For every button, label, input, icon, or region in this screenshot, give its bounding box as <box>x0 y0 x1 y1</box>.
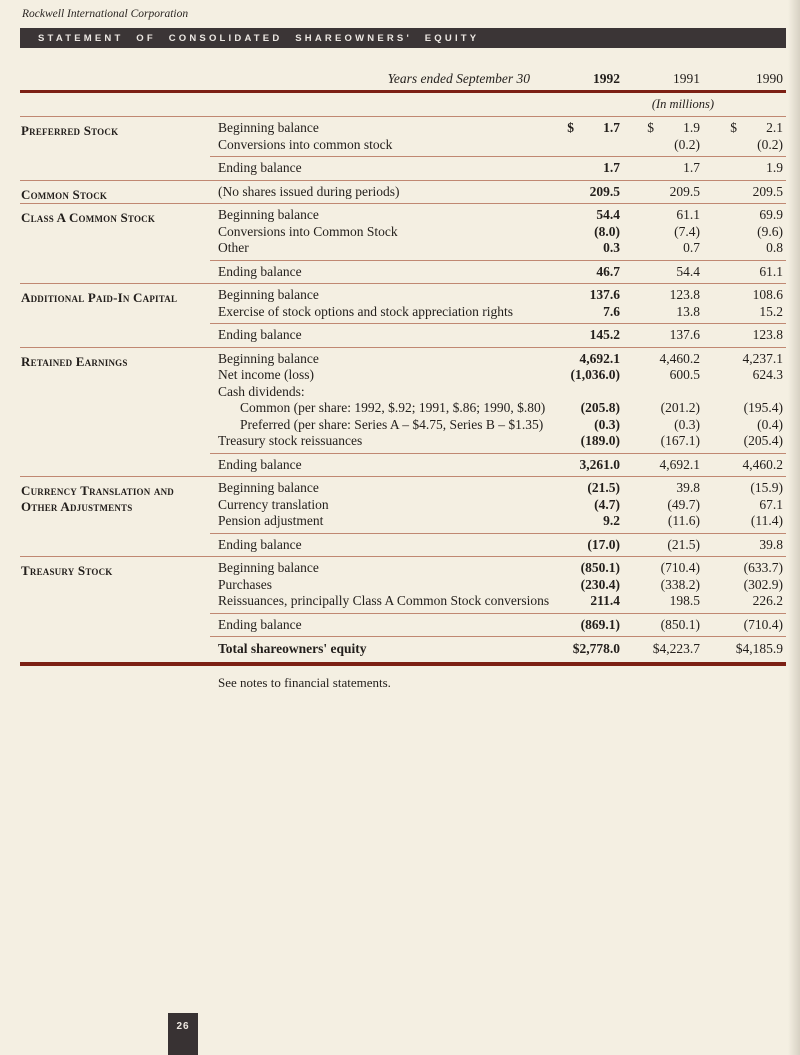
value-cell-1991 <box>620 287 700 304</box>
section-label <box>20 204 210 283</box>
row-group <box>210 181 786 204</box>
amount-1992: 9.2 <box>603 513 620 528</box>
table-row <box>210 304 786 321</box>
amount-1990: (710.4) <box>743 616 783 632</box>
total-row <box>210 636 786 662</box>
value-cell-1992 <box>550 617 620 634</box>
amount-1991: 198.5 <box>669 593 700 608</box>
amount-1990: (195.4) <box>743 400 783 415</box>
value-cell-1992 <box>550 577 620 594</box>
table-row <box>210 577 786 594</box>
value-cell-1992 <box>550 537 620 554</box>
amount-1992: (1,036.0) <box>570 367 620 382</box>
row-description: Ending balance <box>218 536 302 552</box>
table-row <box>210 224 786 241</box>
page-number: 26 <box>176 1021 190 1032</box>
value-cell-1992 <box>550 480 620 497</box>
amount-1990: 69.9 <box>759 207 783 222</box>
row-description: Other <box>218 240 249 255</box>
amount-1991: 54.4 <box>676 263 700 279</box>
year-column-1991: 1991 <box>673 71 700 86</box>
value-cell-1991 <box>620 160 700 177</box>
section-label-line1: Additional Paid-In Capital <box>21 290 178 305</box>
row-description: Beginning balance <box>218 287 319 302</box>
amount-1992: $2,778.0 <box>572 641 620 656</box>
value-cell-1992 <box>550 433 620 450</box>
section-label-line1: Class A Common Stock <box>21 210 156 225</box>
ending-balance-row <box>210 260 786 284</box>
amount-1991: 39.8 <box>676 480 700 495</box>
section-retained-earnings <box>20 347 786 477</box>
table-row <box>210 384 786 401</box>
page-number-box <box>168 1013 198 1055</box>
value-cell-1992 <box>550 367 620 384</box>
value-cell-1992 <box>550 497 620 514</box>
value-cell-1992 <box>550 287 620 304</box>
section-body <box>210 477 786 556</box>
label-column-spacer <box>20 68 210 90</box>
table-row <box>210 184 786 201</box>
value-cell-1990 <box>700 417 786 434</box>
value-cell-1991 <box>620 240 700 257</box>
amount-1990: 15.2 <box>759 303 783 319</box>
value-cell-1992 <box>550 513 620 530</box>
value-cell-1991 <box>620 513 700 530</box>
amount-1990: 209.5 <box>752 183 783 199</box>
value-cell-1991 <box>620 641 700 658</box>
amount-1992: 54.4 <box>596 207 620 222</box>
row-description: Ending balance <box>218 616 302 632</box>
equity-statement-table <box>20 68 786 691</box>
value-cell-1990 <box>700 641 786 658</box>
amount-1990: 1.9 <box>766 160 783 175</box>
amount-1990: 4,237.1 <box>742 350 783 366</box>
amount-1991: $4,223.7 <box>652 641 700 656</box>
value-cell-1990 <box>700 264 786 281</box>
value-cell-1990 <box>700 184 786 201</box>
section-label-line1: Retained Earnings <box>21 353 128 369</box>
amount-1990: 226.2 <box>752 593 783 608</box>
row-description: Beginning balance <box>218 120 319 135</box>
units-row <box>20 93 786 116</box>
amount-1990: 108.6 <box>752 287 783 302</box>
value-cell-1990 <box>700 593 786 610</box>
value-cell-1992 <box>550 560 620 577</box>
value-cell-1990 <box>700 457 786 474</box>
table-row <box>210 120 786 137</box>
row-group <box>210 477 786 533</box>
section-body <box>210 284 786 347</box>
value-cell-1991 <box>620 264 700 281</box>
amount-1990: 61.1 <box>759 263 783 279</box>
row-description: Common (per share: 1992, $.92; 1991, $.86; 1990, $.80) <box>240 400 546 415</box>
value-cell-1990 <box>700 160 786 177</box>
value-cell-1992 <box>550 184 620 201</box>
value-cell-1991 <box>620 400 700 417</box>
amount-1992: 211.4 <box>590 593 620 608</box>
amount-1992: (17.0) <box>587 536 620 552</box>
row-description: Cash dividends: <box>218 383 305 399</box>
dollar-sign: $ <box>647 120 654 135</box>
amount-1990: 4,460.2 <box>742 456 783 472</box>
row-description: Pension adjustment <box>218 513 324 528</box>
amount-1992: (230.4) <box>580 576 620 592</box>
section-class-a-common-stock <box>20 203 786 283</box>
row-description: Exercise of stock options and stock appreciation rights <box>218 303 514 319</box>
section-label <box>20 284 210 347</box>
amount-1990: (0.4) <box>757 416 783 432</box>
units-note: (In millions) <box>651 97 714 111</box>
row-group <box>210 204 786 260</box>
value-cell-1991 <box>620 617 700 634</box>
amount-1992: 137.6 <box>589 287 620 302</box>
table-bottom-rule <box>20 662 786 666</box>
value-cell-1991 <box>620 537 700 554</box>
dollar-sign: $ <box>730 120 737 135</box>
amount-1992: (850.1) <box>580 560 620 575</box>
row-description: Conversions into common stock <box>218 136 393 152</box>
value-cell-1991 <box>620 577 700 594</box>
amount-1991: (0.2) <box>674 136 700 152</box>
amount-1991: 1.7 <box>683 160 700 175</box>
amount-1990: (15.9) <box>750 480 783 495</box>
row-description: Beginning balance <box>218 207 319 222</box>
row-description: Currency translation <box>218 496 329 512</box>
amount-1991: 4,692.1 <box>659 456 700 472</box>
row-description: Purchases <box>218 576 272 592</box>
amount-1992: (205.8) <box>580 400 620 415</box>
section-label <box>20 348 210 477</box>
amount-1991: (850.1) <box>660 616 700 632</box>
section-label-line2: Other Adjustments <box>21 498 133 514</box>
value-cell-1992 <box>550 120 620 137</box>
amount-1990: 123.8 <box>752 327 783 342</box>
amount-1991: (11.6) <box>667 513 700 528</box>
value-cell-1990 <box>700 137 786 154</box>
column-headers <box>210 68 786 90</box>
value-cell-1992 <box>550 417 620 434</box>
section-currency-translation <box>20 476 786 556</box>
section-preferred-stock <box>20 117 786 180</box>
table-row <box>210 351 786 368</box>
value-cell-1992 <box>550 400 620 417</box>
amount-1992: (8.0) <box>594 223 620 239</box>
value-cell-1991 <box>620 327 700 344</box>
value-cell-1990 <box>700 224 786 241</box>
row-description: Ending balance <box>218 263 302 279</box>
ending-balance-row <box>210 323 786 347</box>
section-label-line1: Treasury Stock <box>21 563 113 578</box>
value-cell-1992 <box>550 240 620 257</box>
amount-1990: (633.7) <box>743 560 783 575</box>
amount-1990: (0.2) <box>757 136 783 152</box>
row-description: (No shares issued during periods) <box>218 183 400 199</box>
value-cell-1992 <box>550 641 620 658</box>
amount-1991: 600.5 <box>669 367 700 382</box>
row-description: Net income (loss) <box>218 367 314 382</box>
value-cell-1990 <box>700 560 786 577</box>
amount-1990: 2.1 <box>766 120 783 135</box>
value-cell-1992 <box>550 327 620 344</box>
section-label-line1: Currency Translation and <box>21 483 174 498</box>
section-body <box>210 181 786 204</box>
value-cell-1990 <box>700 513 786 530</box>
table-row <box>210 137 786 154</box>
amount-1992: (869.1) <box>580 616 620 632</box>
table-row <box>210 287 786 304</box>
ending-balance-row <box>210 613 786 637</box>
section-treasury-stock <box>20 556 786 662</box>
value-cell-1992 <box>550 207 620 224</box>
value-cell-1991 <box>620 433 700 450</box>
year-column-1990: 1990 <box>756 71 783 86</box>
value-cell-1991 <box>620 497 700 514</box>
amount-1991: (710.4) <box>660 560 700 575</box>
section-additional-paid-in-capital <box>20 283 786 347</box>
value-cell-1990 <box>700 287 786 304</box>
amount-1992: 46.7 <box>596 263 620 279</box>
dollar-sign: $ <box>567 120 574 135</box>
amount-1991: (167.1) <box>660 433 700 448</box>
table-row <box>210 400 786 417</box>
amount-1991: 4,460.2 <box>659 350 700 366</box>
section-label <box>20 117 210 180</box>
amount-1990: (205.4) <box>743 433 783 448</box>
amount-1992: 4,692.1 <box>579 350 620 366</box>
section-label <box>20 477 210 556</box>
section-common-stock <box>20 180 786 204</box>
table-row <box>210 417 786 434</box>
value-cell-1991 <box>620 367 700 384</box>
section-label-line1: Common Stock <box>21 186 108 202</box>
statement-title: STATEMENT OF CONSOLIDATED SHAREOWNERS' EQUITY <box>38 33 480 44</box>
row-description: Ending balance <box>218 327 302 342</box>
row-group <box>210 117 786 156</box>
row-description: Preferred (per share: Series A – $4.75, Series B – $1.35) <box>240 416 544 432</box>
amount-1991: 209.5 <box>669 183 700 199</box>
value-cell-1991 <box>620 120 700 137</box>
row-description: Ending balance <box>218 456 302 472</box>
value-cell-1990 <box>700 577 786 594</box>
table-row <box>210 560 786 577</box>
row-group <box>210 284 786 323</box>
amount-1991: 13.8 <box>676 303 700 319</box>
amount-1991: (0.3) <box>674 416 700 432</box>
table-row <box>210 513 786 530</box>
value-cell-1991 <box>620 480 700 497</box>
section-label-line1: Preferred Stock <box>21 123 119 138</box>
footnote: See notes to financial statements. <box>218 674 391 690</box>
table-row <box>210 433 786 450</box>
table-row <box>210 367 786 384</box>
amount-1990: 67.1 <box>759 496 783 512</box>
page-edge-shadow <box>788 0 800 1055</box>
amount-1992: (4.7) <box>594 496 620 512</box>
amount-1990: (11.4) <box>750 513 783 528</box>
row-description: Ending balance <box>218 160 302 175</box>
section-label <box>20 557 210 662</box>
amount-1990: 0.8 <box>766 240 783 255</box>
value-cell-1992 <box>550 160 620 177</box>
value-cell-1990 <box>700 367 786 384</box>
amount-1992: 1.7 <box>603 120 620 135</box>
table-sections <box>20 116 786 662</box>
amount-1992: 7.6 <box>603 303 620 319</box>
row-description: Beginning balance <box>218 560 319 575</box>
value-cell-1992 <box>550 224 620 241</box>
value-cell-1991 <box>620 417 700 434</box>
amount-1990: 39.8 <box>759 536 783 552</box>
value-cell-1992 <box>550 304 620 321</box>
table-row <box>210 593 786 610</box>
value-cell-1991 <box>620 304 700 321</box>
value-cell-1992 <box>550 593 620 610</box>
amount-1990: $4,185.9 <box>735 641 783 656</box>
row-description: Beginning balance <box>218 350 319 366</box>
value-cell-1990 <box>700 433 786 450</box>
value-cell-1991 <box>620 224 700 241</box>
value-cell-1992 <box>550 137 620 154</box>
amount-1990: 624.3 <box>752 367 783 382</box>
value-cell-1992 <box>550 351 620 368</box>
row-description: Conversions into Common Stock <box>218 223 398 239</box>
value-cell-1990 <box>700 327 786 344</box>
amount-1991: 123.8 <box>669 287 700 302</box>
value-cell-1990 <box>700 240 786 257</box>
value-cell-1990 <box>700 480 786 497</box>
amount-1991: (338.2) <box>660 576 700 592</box>
period-label: Years ended September 30 <box>387 71 530 86</box>
table-row <box>210 497 786 514</box>
amount-1992: 209.5 <box>589 183 620 199</box>
amount-1991: (49.7) <box>667 496 700 512</box>
company-name: Rockwell International Corporation <box>22 8 189 20</box>
value-cell-1990 <box>700 351 786 368</box>
amount-1990: (9.6) <box>757 223 783 239</box>
amount-1992: (0.3) <box>594 416 620 432</box>
value-cell-1991 <box>620 137 700 154</box>
value-cell-1991 <box>620 560 700 577</box>
section-body <box>210 557 786 662</box>
value-cell-1992 <box>550 264 620 281</box>
amount-1991: (201.2) <box>660 400 700 415</box>
table-row <box>210 480 786 497</box>
amount-1992: 1.7 <box>603 160 620 175</box>
ending-balance-row <box>210 533 786 557</box>
section-body <box>210 117 786 180</box>
value-cell-1991 <box>620 593 700 610</box>
table-row <box>210 240 786 257</box>
year-column-1992: 1992 <box>593 71 620 86</box>
value-cell-1990 <box>700 304 786 321</box>
value-cell-1990 <box>700 400 786 417</box>
ending-balance-row <box>210 156 786 180</box>
section-body <box>210 348 786 477</box>
statement-title-bar <box>20 28 786 48</box>
section-body <box>210 204 786 283</box>
total-label: Total shareowners' equity <box>218 641 367 656</box>
value-cell-1991 <box>620 457 700 474</box>
column-header-row <box>20 68 786 90</box>
amount-1991: 61.1 <box>676 207 700 222</box>
amount-1992: 3,261.0 <box>579 456 620 472</box>
amount-1992: 145.2 <box>589 327 620 342</box>
value-cell-1992 <box>550 457 620 474</box>
value-cell-1991 <box>620 184 700 201</box>
value-cell-1991 <box>620 207 700 224</box>
value-cell-1990 <box>700 617 786 634</box>
amount-1991: 0.7 <box>683 240 700 255</box>
value-cell-1990 <box>700 537 786 554</box>
value-cell-1991 <box>620 351 700 368</box>
amount-1990: (302.9) <box>743 576 783 592</box>
row-group <box>210 557 786 613</box>
value-cell-1990 <box>700 497 786 514</box>
amount-1991: (7.4) <box>674 223 700 239</box>
row-description: Reissuances, principally Class A Common Stock conversions <box>218 593 550 608</box>
row-group <box>210 348 786 453</box>
ending-balance-row <box>210 453 786 477</box>
amount-1991: 1.9 <box>683 120 700 135</box>
amount-1992: (21.5) <box>587 480 620 495</box>
amount-1992: 0.3 <box>603 240 620 255</box>
table-row <box>210 207 786 224</box>
row-description: Beginning balance <box>218 480 319 495</box>
value-cell-1990 <box>700 207 786 224</box>
amount-1991: 137.6 <box>669 327 700 342</box>
row-description: Treasury stock reissuances <box>218 433 363 448</box>
value-cell-1990 <box>700 120 786 137</box>
amount-1991: (21.5) <box>667 536 700 552</box>
section-label <box>20 181 210 204</box>
amount-1992: (189.0) <box>580 433 620 448</box>
